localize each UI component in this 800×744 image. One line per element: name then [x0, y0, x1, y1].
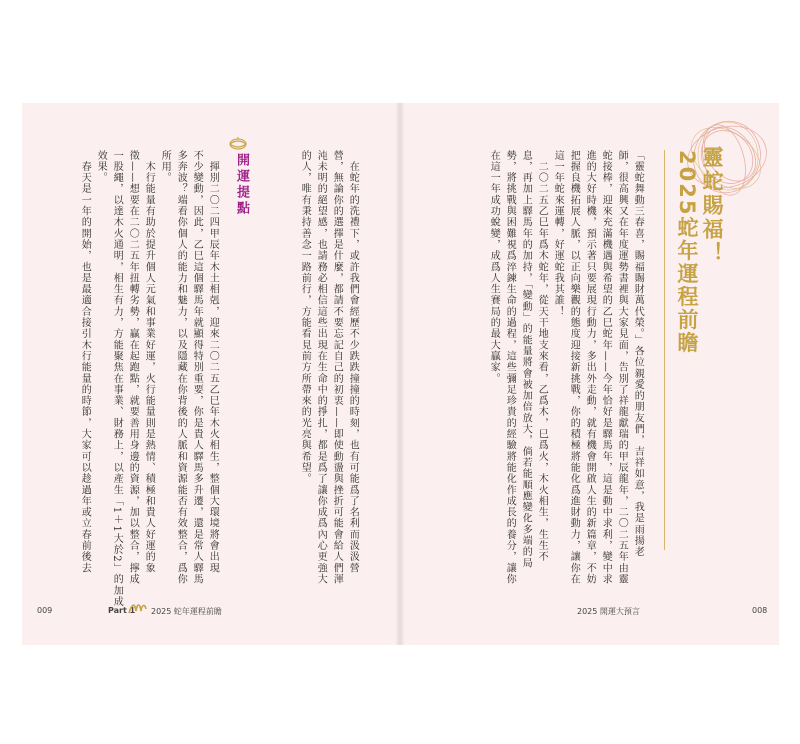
- body-column: 徵——想要在二〇二五年扭轉劣勢，贏在起跑點，就要善用身邊的資源，加以整合，擰成: [127, 150, 139, 585]
- snake-logo-icon: [127, 601, 147, 617]
- body-column: 這一年蛇來運轉，好運蛇我其誰！: [552, 150, 564, 318]
- chapter-title: 靈蛇賜福！: [700, 146, 724, 266]
- footer-part-label: Part 1: [108, 606, 136, 615]
- right-footer-title: 2025 開運大預言: [577, 607, 640, 616]
- lantern-ornament-icon: [228, 136, 248, 152]
- body-column: 一股繩，以達木火通明，相生有力，方能聚焦在事業、財務上，以產生「1＋1大於2」的加成: [111, 150, 123, 608]
- right-page-number: 008: [752, 606, 768, 615]
- body-column: 息，再加上驛馬年的加持，「變動」的能量將會被加倍放大，倘若能順應變化多端的局: [520, 150, 532, 569]
- body-column: 效果。: [95, 150, 107, 184]
- body-column: 春天是一年的開始，也是最適合接引木行能量的時節，大家可以趁過年或立春前後去: [79, 150, 91, 574]
- body-column: 沌未明的絕望感，也請務必相信這些出現在生命中的掙扎，都是爲了讓你成爲內心更強大: [315, 150, 327, 585]
- body-column: 把握良機拓展人脈，以正向樂觀的態度迎接新挑戰，你的積極將能化爲進財動力，讓你在: [568, 150, 580, 585]
- body-column: 在蛇年的洗禮下，或許我們會經歷不少跌跌撞撞的時刻，也有可能爲了名利而汲汲營: [347, 150, 359, 574]
- body-column: 師，很高興又在年度運勢書裡與大家見面，告別了祥龍獻瑞的甲辰龍年，二〇二五年由靈: [616, 150, 628, 585]
- left-footer-title: 2025 蛇年運程前瞻: [151, 607, 222, 616]
- tips-heading: 開運提點: [234, 153, 249, 217]
- body-column: 營，無論你的選擇是什麼，都請不要忘記自己的初衷——即使動盪與挫折可能會給人們渾: [331, 150, 343, 585]
- left-page-number: 009: [37, 606, 53, 615]
- body-column: 進的大好時機，預示著只要展現行動力，多出外走動，就有機會開啟人生的新篇章，不妨: [584, 150, 596, 585]
- body-column: 的人，唯有秉持善念一路前行，方能看見前方所帶來的光亮與希望。: [299, 150, 311, 485]
- body-column: 不少變動，因此，乙巳這個驛馬年就顯得特別重要，你是貴人驛馬多升遷，還是常人驛馬: [191, 150, 203, 585]
- body-column: 多奔波？端看你個人的能力和魅力，以及隱藏在你背後的人脈和資源能否有效整合，爲你: [175, 150, 187, 585]
- book-gutter: [396, 103, 404, 645]
- body-column: 蛇接棒，迎來充滿機遇與希望的乙巳蛇年——今年恰好是驛馬年，這是動中求利，變中求: [600, 150, 612, 585]
- body-column: 二〇二五乙巳年爲木蛇年，從天干地支來看，乙爲木，巳爲火，木火相生，生生不: [536, 150, 548, 563]
- body-column: 「靈蛇舞動三春喜，賜福賜財萬代榮。」各位親愛的朋友們，吉祥如意，我是雨揚老: [632, 150, 644, 558]
- title-divider: [664, 150, 665, 550]
- body-column: 所用。: [159, 150, 171, 184]
- body-column: 在這一年成功蛻變，成爲人生賽局的最大贏家。: [488, 150, 500, 385]
- body-column: 勢，將挑戰與困難視爲淬鍊生命的過程，這些彌足珍貴的經驗將能化作成長的養分，讓你: [504, 150, 516, 585]
- chapter-subtitle: 2025蛇年運程前瞻: [675, 150, 699, 355]
- body-column: 木行能量有助於提升個人元氣和事業好運，火行能量則是熱情、積極和貴人好運的象: [143, 150, 155, 574]
- body-column: 揮別二〇二四甲辰年木土相剋，迎來二〇二五乙巳年木火相生，整個大環境將會出現: [207, 150, 219, 574]
